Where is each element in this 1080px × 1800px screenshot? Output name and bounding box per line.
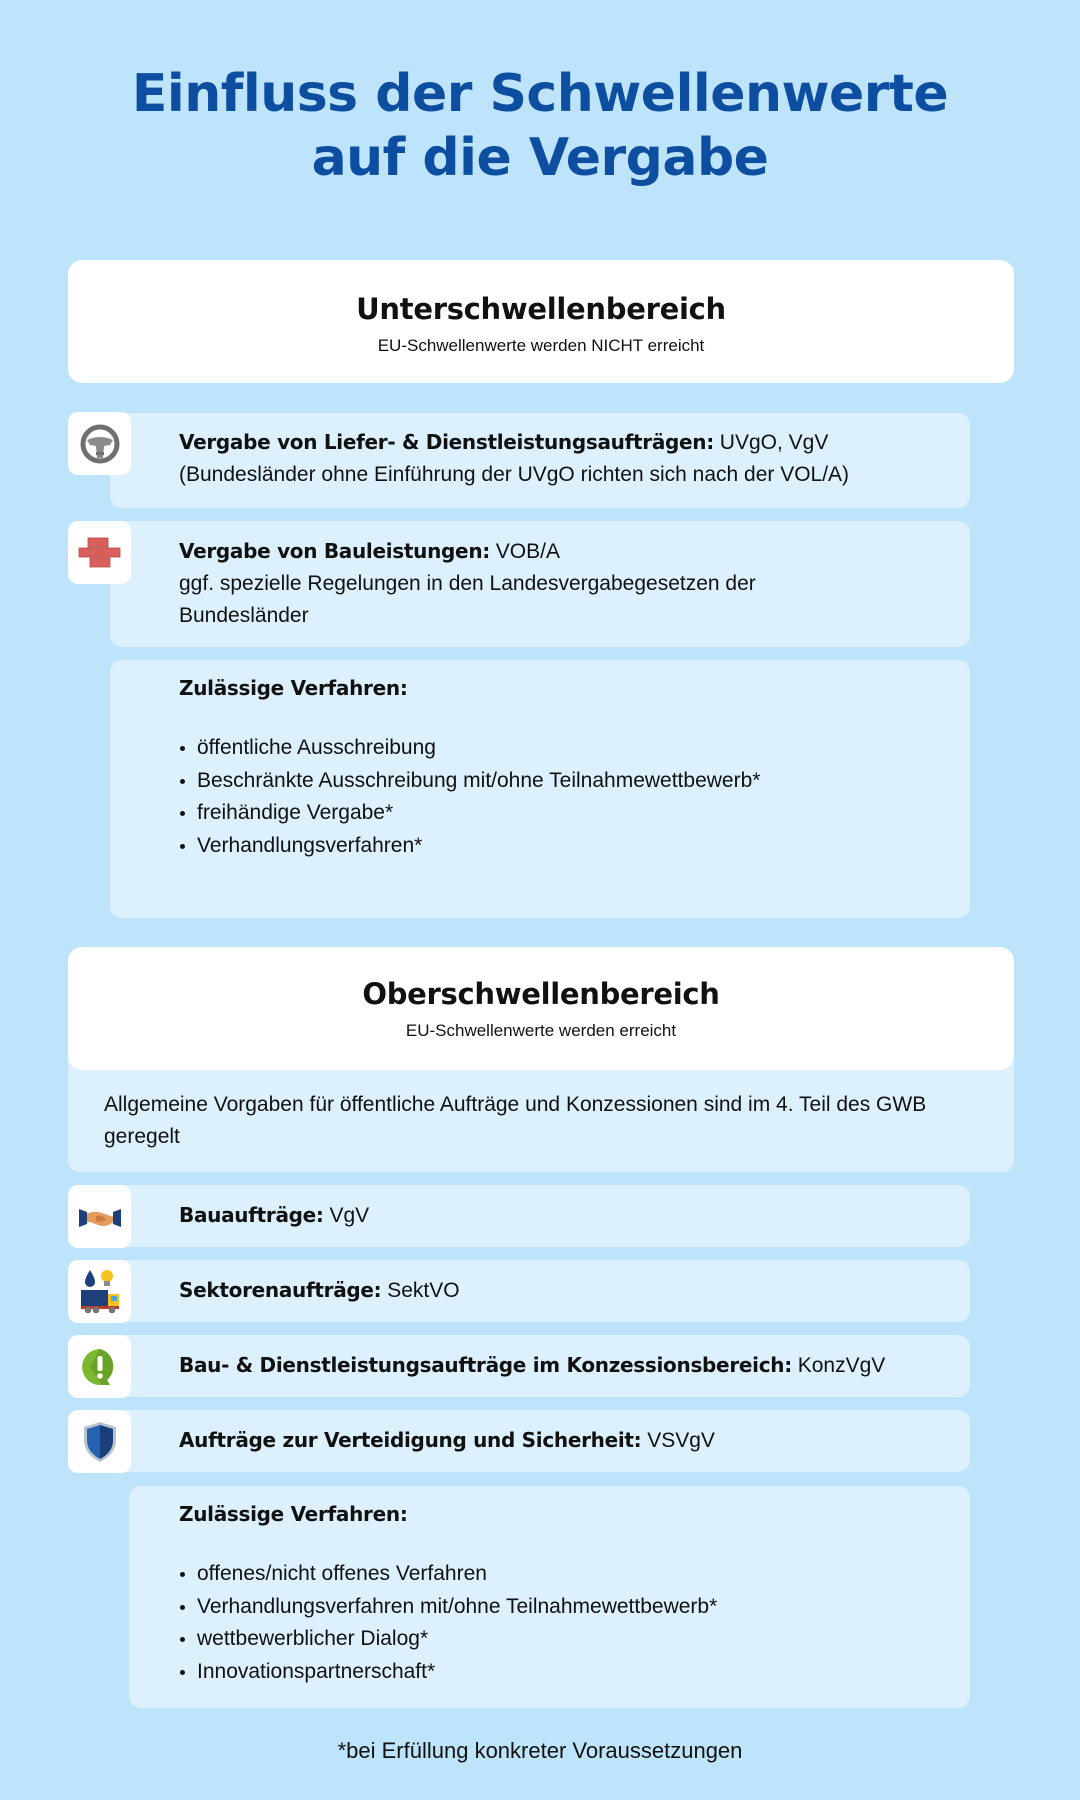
procedure-item: freihändige Vergabe* bbox=[179, 797, 970, 830]
page-title-line-2: auf die Vergabe bbox=[311, 128, 769, 188]
item-value: VSVgV bbox=[641, 1429, 715, 1452]
item-note: ggf. spezielle Regelungen in den Landesvergabegesetzen der Bundesländer bbox=[179, 572, 756, 627]
page-title bbox=[0, 62, 1080, 190]
procedures-list bbox=[179, 732, 970, 862]
unterschwelle-heading: Unterschwellenbereich bbox=[356, 292, 726, 326]
item-label: Bau- & Dienstleistungsaufträge im Konzessionsbereich: bbox=[179, 1353, 792, 1377]
item-value: VOB/A bbox=[489, 540, 560, 563]
oberschwelle-item-icon-box bbox=[68, 1260, 131, 1323]
item-label: Vergabe von Bauleistungen: bbox=[179, 539, 490, 563]
sector-water-energy-truck-icon bbox=[78, 1268, 122, 1316]
procedures-title: Zulässige Verfahren: bbox=[179, 676, 408, 700]
unterschwelle-item-icon-box bbox=[68, 521, 131, 584]
item-label: Aufträge zur Verteidigung und Sicherheit: bbox=[179, 1428, 642, 1452]
oberschwelle-heading: Oberschwellenbereich bbox=[362, 977, 720, 1011]
item-label: Sektorenaufträge: bbox=[179, 1278, 382, 1302]
unterschwelle-item-text bbox=[179, 535, 829, 632]
item-note: (Bundesländer ohne Einführung der UVgO richten sich nach der VOL/A) bbox=[179, 463, 850, 486]
oberschwelle-item-text bbox=[179, 1424, 715, 1457]
exclamation-speech-bubble-icon bbox=[80, 1347, 120, 1387]
procedure-item: Innovationspartnerschaft* bbox=[179, 1656, 970, 1689]
page-title-line-1: Einfluss der Schwellenwerte bbox=[131, 64, 949, 124]
procedure-item: Beschränkte Ausschreibung mit/ohne Teilnahmewettbewerb* bbox=[179, 765, 970, 798]
procedures-title: Zulässige Verfahren: bbox=[179, 1502, 408, 1526]
item-value: UVgO, VgV bbox=[713, 431, 829, 454]
oberschwelle-item-text bbox=[179, 1274, 460, 1307]
item-label: Vergabe von Liefer- & Dienstleistungsaufträgen: bbox=[179, 430, 714, 454]
bricks-icon bbox=[77, 535, 123, 571]
oberschwelle-item-icon-box bbox=[68, 1410, 131, 1473]
procedure-item: Verhandlungsverfahren mit/ohne Teilnahmewettbewerb* bbox=[179, 1591, 970, 1624]
shield-icon bbox=[82, 1421, 118, 1463]
procedure-item: öffentliche Ausschreibung bbox=[179, 732, 970, 765]
procedure-item: Verhandlungsverfahren* bbox=[179, 830, 970, 863]
item-label: Bauaufträge: bbox=[179, 1203, 324, 1227]
procedure-item: wettbewerblicher Dialog* bbox=[179, 1623, 970, 1656]
unterschwelle-header-card bbox=[68, 260, 1014, 383]
steering-wheel-icon bbox=[79, 423, 121, 465]
oberschwelle-procedures-card bbox=[129, 1486, 970, 1708]
unterschwelle-item-icon-box bbox=[68, 412, 131, 475]
oberschwelle-item-icon-box bbox=[68, 1185, 131, 1248]
procedure-item: offenes/nicht offenes Verfahren bbox=[179, 1558, 970, 1591]
footnote: *bei Erfüllung konkreter Voraussetzungen bbox=[337, 1738, 743, 1763]
oberschwelle-item-text bbox=[179, 1349, 885, 1382]
item-value: KonzVgV bbox=[791, 1354, 886, 1377]
item-value: VgV bbox=[323, 1204, 370, 1227]
oberschwelle-item-icon-box bbox=[68, 1335, 131, 1398]
unterschwelle-subheading: EU-Schwellenwerte werden NICHT erreicht bbox=[377, 336, 705, 355]
unterschwelle-item-text bbox=[179, 426, 959, 491]
procedures-list bbox=[179, 1558, 970, 1688]
item-value: SektVO bbox=[381, 1279, 460, 1302]
unterschwelle-procedures-card bbox=[110, 660, 970, 918]
oberschwelle-item-text bbox=[179, 1199, 369, 1232]
oberschwelle-subheading: EU-Schwellenwerte werden erreicht bbox=[405, 1021, 677, 1040]
oberschwelle-header-card bbox=[68, 947, 1014, 1070]
oberschwelle-general-text: Allgemeine Vorgaben für öffentliche Aufträge und Konzessionen sind im 4. Teil des GWB geregelt bbox=[104, 1093, 927, 1148]
handshake-icon bbox=[78, 1203, 122, 1231]
